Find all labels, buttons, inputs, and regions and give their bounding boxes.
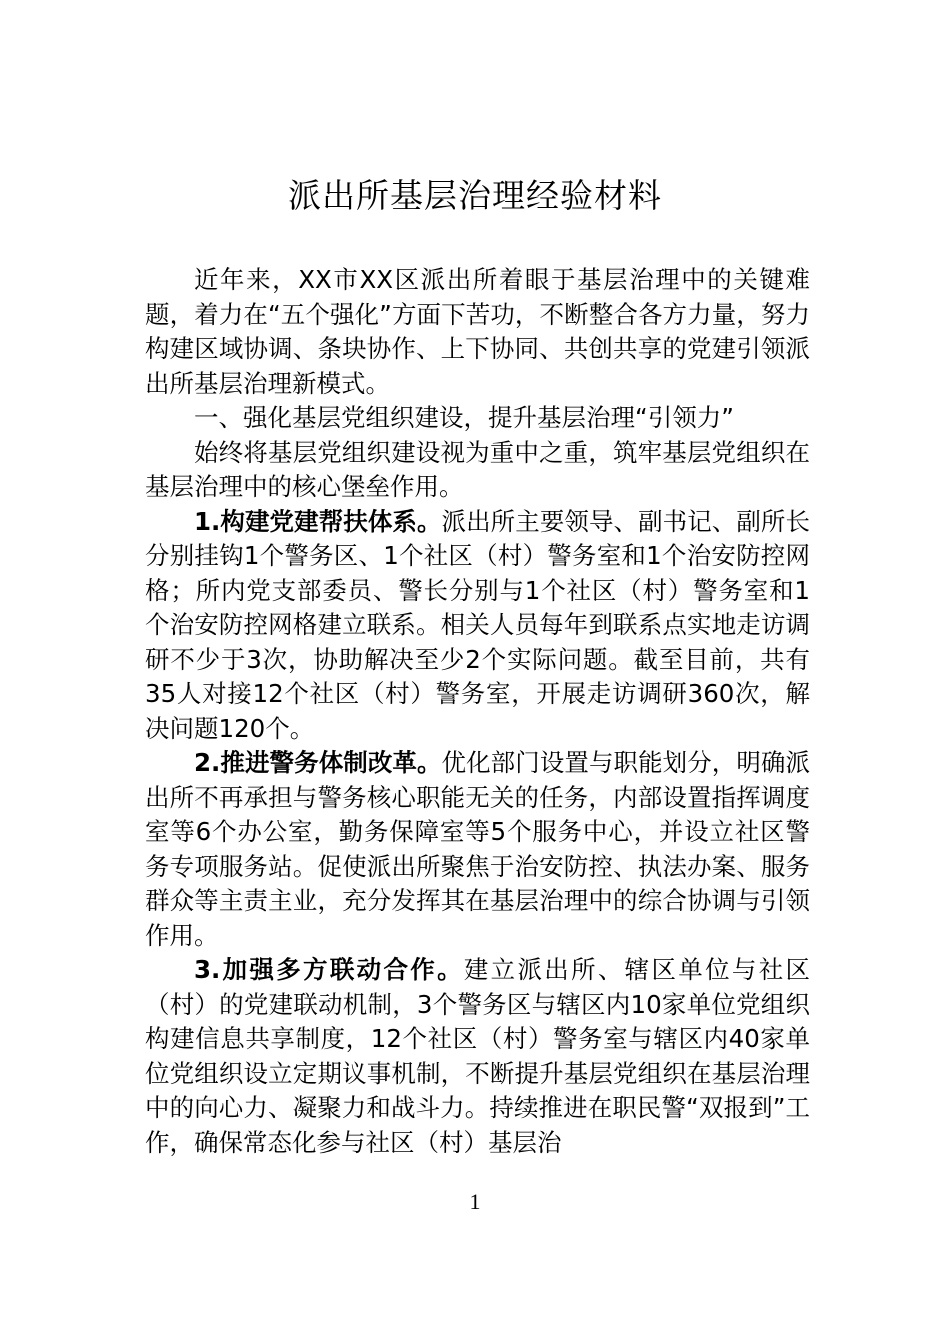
paragraph-lead: 2.推进警务体制改革。 xyxy=(194,748,442,777)
document-body xyxy=(145,263,810,1160)
paragraph-text: 始终将基层党组织建设视为重中之重，筑牢基层党组织在基层治理中的核心堡垒作用。 xyxy=(145,437,810,501)
paragraph-text: 一、强化基层党组织建设，提升基层治理“引领力” xyxy=(194,403,734,432)
paragraph-intro xyxy=(145,263,810,401)
paragraph-section-1-intro xyxy=(145,436,810,505)
paragraph-lead: 3.加强多方联动合作。 xyxy=(194,955,464,984)
document-title: 派出所基层治理经验材料 xyxy=(288,176,662,215)
page-number: 1 xyxy=(469,1189,481,1214)
paragraph-item-3 xyxy=(145,953,810,1160)
paragraph-item-2 xyxy=(145,746,810,953)
paragraph-text: 优化部门设置与职能划分，明确派出所不再承担与警务核心职能无关的任务，内部设置指挥调度室等6个办公室，勤务保障室等5个服务中心，并设立社区警务专项服务站。促使派出所聚焦于治安防控、执法办案、服务群众等主责主业，充分发挥其在基层治理中的综合协调与引领作用。 xyxy=(145,748,811,950)
section-heading-1 xyxy=(145,401,810,436)
paragraph-text: 建立派出所、辖区单位与社区（村）的党建联动机制，3个警务区与辖区内10家单位党组织构建信息共享制度，12个社区（村）警务室与辖区内40家单位党组织设立定期议事机制，不断提升基层党组织在基层治理中的向心力、凝聚力和战斗力。持续推进在职民警“双报到”工作，确保常态化参与社区（村）基层治 xyxy=(145,955,810,1157)
paragraph-item-1 xyxy=(145,505,810,747)
paragraph-text: 近年来，XX市XX区派出所着眼于基层治理中的关键难题，着力在“五个强化”方面下苦功，不断整合各方力量，努力构建区域协调、条块协作、上下协同、共创共享的党建引领派出所基层治理新模式。 xyxy=(145,265,810,398)
paragraph-lead: 1.构建党建帮扶体系。 xyxy=(194,506,442,536)
paragraph-text: 派出所主要领导、副书记、副所长分别挂钩1个警务区、1个社区（村）警务室和1个治安防控网格；所内党支部委员、警长分别与1个社区（村）警务室和1个治安防控网格建立联系。相关人员每年到联系点实地走访调研不少于3次，协助解决至少2个实际问题。截至目前，共有35人对接12个社区（村）警务室，开展走访调研360次，解决问题120个。 xyxy=(145,506,811,743)
